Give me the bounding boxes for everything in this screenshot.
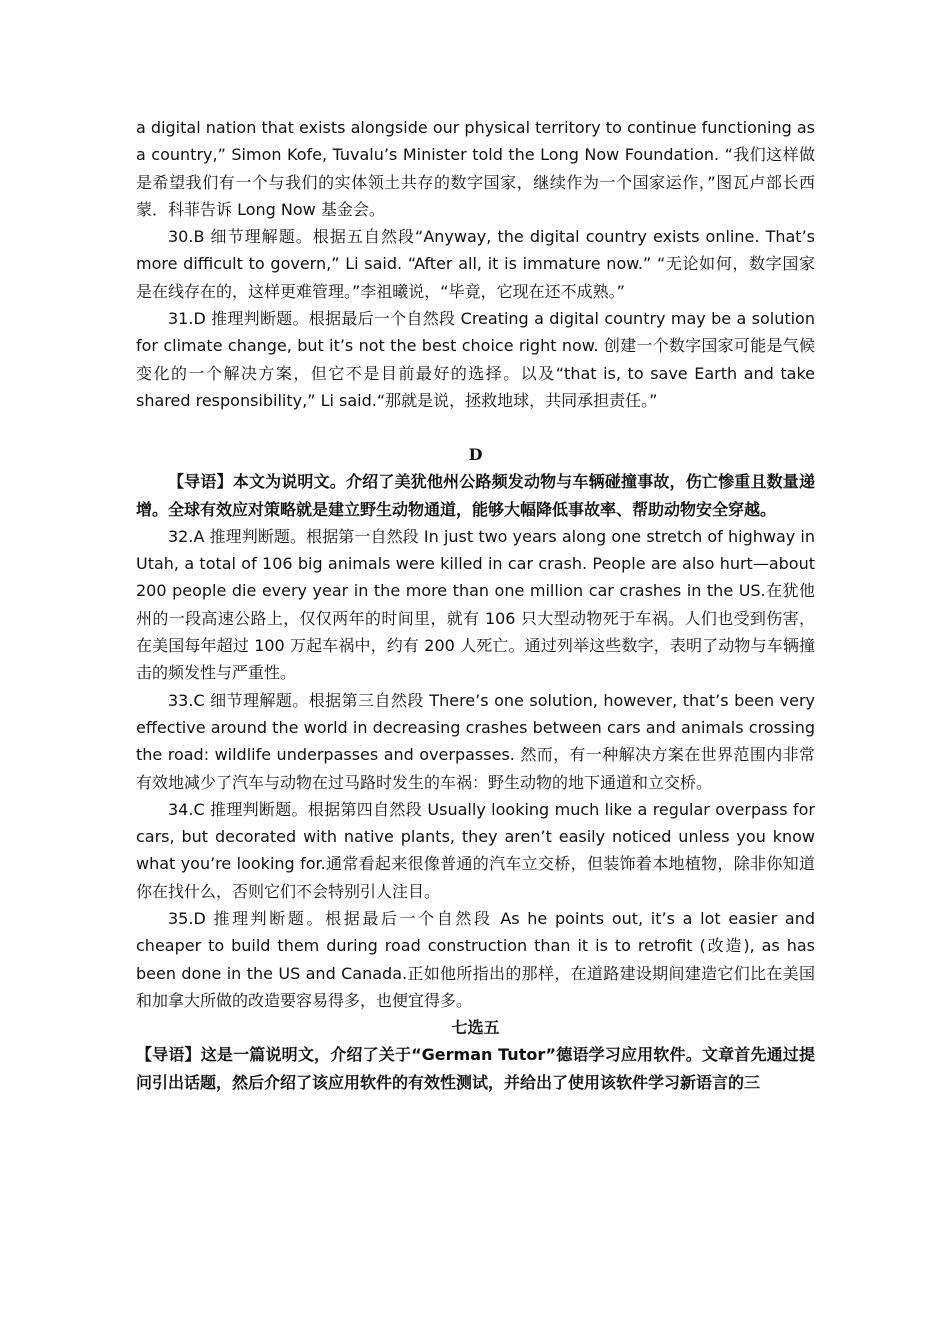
answer-30: 30.B 细节理解题。根据五自然段“Anyway, the digital country exists online. That’s more difficult to govern,” Li said. “After all, it is immature now.” “无论如何，数字国家是在线存在的，这样更难管理。”李祖曦说，“毕竟，它现在还不成熟。” (136, 227, 815, 301)
section-gap (136, 414, 815, 441)
answer-34: 34.C 推理判断题。根据第四自然段 Usually looking much like a regular overpass for cars, but decorated with native plants, they aren’t easily noticed unless you know what you’re looking for.通常看起来很像普通的汽车立交桥，但装饰着本地植物，除非你知道你在找什么，否则它们不会特别引人注目。 (136, 799, 815, 901)
section-7-lead: 【导语】这是一篇说明文，介绍了关于“German Tutor”德语学习应用软件。文章首先通过提问引出话题，然后介绍了该应用软件的有效性测试，并给出了使用该软件学习新语言的三 (136, 1045, 815, 1092)
answer-32: 32.A 推理判断题。根据第一自然段 In just two years along one stretch of highway in Utah, a total of 106 big animals were killed in car crash. People are also hurt—about 200 people die every year in the more than one million car crashes in the US.在犹他州的一段高速公路上，仅仅两年的时间里，就有 106 只大型动物死于车祸。人们也受到伤害，在美国每年超过 100 万起车祸中，约有 200 人死亡。通过列举这些数字，表明了动物与车辆撞击的频发性与严重性。 (136, 526, 815, 683)
document-content (136, 114, 815, 1096)
answer-33: 33.C 细节理解题。根据第三自然段 There’s one solution, however, that’s been very effective around the world in decreasing crashes between cars and animals crossing the road: wildlife underpasses and overpasses. 然而，有一种解决方案在世界范围内非常有效地减少了汽车与动物在过马路时发生的车祸：野生动物的地下通道和立交桥。 (136, 690, 815, 792)
answer-31: 31.D 推理判断题。根据最后一个自然段 Creating a digital country may be a solution for climate change, but it’s not the best choice right now. 创建一个数字国家可能是气候变化的一个解决方案，但它不是目前最好的选择。以及“that is, to save Earth and take shared responsibility,” Li said.“那就是说，拯救地球，共同承担责任。” (136, 309, 815, 410)
section-7-title: 七选五 (451, 1018, 500, 1038)
answer-35: 35.D 推理判断题。根据最后一个自然段 As he points out, it’s a lot easier and cheaper to build them during road construction than it is to retrofit (改造), as has been done in the US and Canada.正如他所指出的那样，在道路建设期间建造它们比在美国和加拿大所做的改造要容易得多，也便宜得多。 (136, 909, 815, 1010)
section-d-title: D (468, 445, 483, 465)
paragraph-c-continuation: a digital nation that exists alongside our physical territory to continue functioning as a country,” Simon Kofe, Tuvalu’s Minister told the Long Now Foundation. “我们这样做是希望我们有一个与我们的实体领土共存的数字国家，继续作为一个国家运作，”图瓦卢部长西蒙．科菲告诉 Long Now 基金会。 (136, 118, 815, 219)
section-d-lead: 【导语】本文为说明文。介绍了美犹他州公路频发动物与车辆碰撞事故，伤亡惨重且数量递增。全球有效应对策略就是建立野生动物通道，能够大幅降低事故率、帮助动物安全穿越。 (136, 472, 815, 519)
